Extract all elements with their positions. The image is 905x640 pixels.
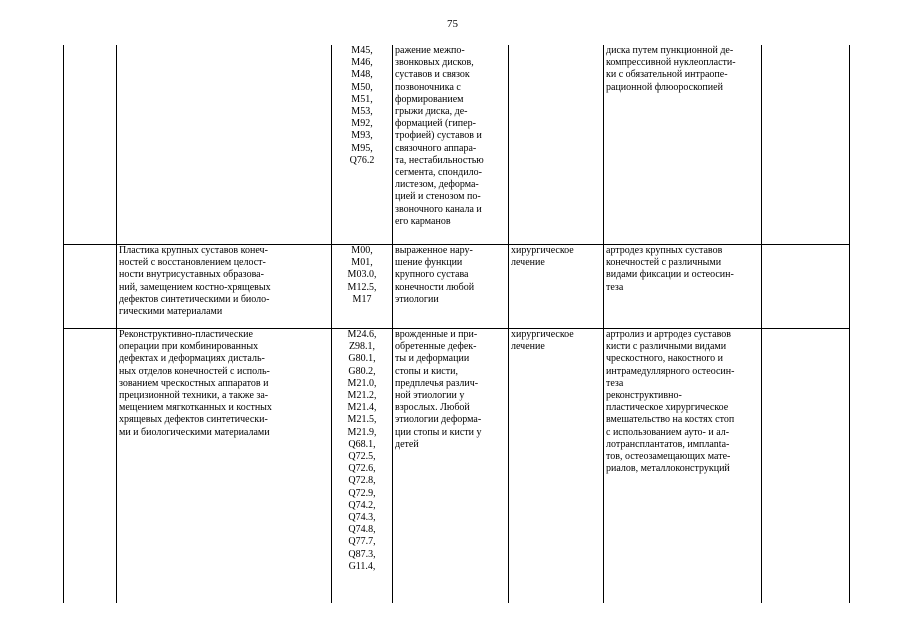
procedure-cell xyxy=(117,45,332,245)
method-cell xyxy=(604,45,762,245)
cell-line: Q74.3, xyxy=(348,512,376,524)
cell-line: артролиз и артродез суставов xyxy=(606,329,731,340)
codes-cell xyxy=(332,329,393,604)
cell-line: видами фиксации и остеосин- xyxy=(606,269,734,281)
cell-line: ражение межпо- xyxy=(395,45,465,56)
cell-line: Q74.8, xyxy=(348,524,376,536)
cell-line: дефектов синтетическими и биоло- xyxy=(119,293,270,305)
cell-line: листезом, деформа- xyxy=(395,179,479,191)
cell-line: G80.1, xyxy=(348,353,376,365)
cell-line: хирургическое xyxy=(511,245,574,256)
cell-line: грыжи диска, де- xyxy=(395,106,468,118)
cell-line: ной этиологии у xyxy=(395,390,465,402)
table-row xyxy=(64,45,850,245)
cell-line: детей xyxy=(395,438,419,450)
diagnosis-cell xyxy=(393,245,509,329)
cell-line: гическими материалами xyxy=(119,306,223,318)
treatment-cell xyxy=(509,45,604,245)
diagnosis-cell xyxy=(393,45,509,245)
cell-line: M46, xyxy=(351,57,373,69)
cell-line: интрамедуллярного остеосин- xyxy=(606,365,735,377)
cell-line: предплечья различ- xyxy=(395,377,479,389)
cell-line: Q76.2 xyxy=(349,154,375,166)
extra-cell xyxy=(762,245,850,329)
codes-cell xyxy=(332,45,393,245)
cell-line: M17 xyxy=(352,293,372,305)
page-number xyxy=(0,18,905,30)
cell-line: хирургическое xyxy=(511,329,574,340)
cell-line: M92, xyxy=(351,118,373,130)
treatment-cell xyxy=(509,245,604,329)
cell-line: M45, xyxy=(351,45,373,56)
cell-line: суставов и связок xyxy=(395,69,470,81)
cell-line: компрессивной нуклеопласти- xyxy=(606,57,736,69)
codes-cell xyxy=(332,245,393,329)
cell-line: кисти с различными видами xyxy=(606,341,727,353)
cell-line: M50, xyxy=(351,81,373,93)
cell-line: рационной флюороскопией xyxy=(606,81,723,93)
cell-line: M00, xyxy=(351,245,373,256)
number-cell xyxy=(64,45,117,245)
cell-line: позвоночника с xyxy=(395,81,461,93)
cell-line: его карманов xyxy=(395,215,451,227)
cell-line: операции при комбинированных xyxy=(119,341,259,353)
cell-line: крупного сустава xyxy=(395,269,469,281)
cell-line: вмешательство на костях стоп xyxy=(606,414,735,426)
cell-line: теза xyxy=(606,377,624,389)
cell-line: теза xyxy=(606,281,624,293)
extra-cell xyxy=(762,45,850,245)
cell-line: Q68.1, xyxy=(348,438,376,450)
procedure-cell xyxy=(117,245,332,329)
page-number-text: 75 xyxy=(447,18,458,30)
cell-line: M21.2, xyxy=(347,390,377,402)
cell-line: ностей с восстановлением целост- xyxy=(119,257,266,269)
cell-line: Q72.6, xyxy=(348,463,376,475)
cell-line: Пластика крупных суставов конеч- xyxy=(119,245,268,256)
cell-line: M21.9, xyxy=(347,426,377,438)
method-cell xyxy=(604,245,762,329)
cell-line: артродез крупных суставов xyxy=(606,245,723,256)
diagnosis-cell xyxy=(393,329,509,604)
cell-line: M48, xyxy=(351,69,373,81)
cell-line: ты и деформации xyxy=(395,353,470,365)
cell-line: Q72.5, xyxy=(348,451,376,463)
cell-line: зованием чрескостных аппаратов и xyxy=(119,377,269,389)
cell-line: G11.4, xyxy=(348,560,376,572)
cell-line: ний, замещением костно-хрящевых xyxy=(119,281,271,293)
cell-line: Q87.3, xyxy=(348,548,376,560)
cell-line: M24.6, xyxy=(347,329,377,340)
cell-line: ции стопы и кисти у xyxy=(395,426,482,438)
cell-line: M93, xyxy=(351,130,373,142)
cell-line: M21.5, xyxy=(347,414,377,426)
cell-line: мещением мягкотканных и костных xyxy=(119,402,272,414)
cell-line: конечностей с различными xyxy=(606,257,722,269)
cell-line: G80.2, xyxy=(348,365,376,377)
cell-line: прецизионной техники, а также за- xyxy=(119,390,269,402)
number-cell xyxy=(64,329,117,604)
cell-line: этиологии деформа- xyxy=(395,414,482,426)
cell-line: лотрансплантатов, имплanta- xyxy=(606,438,730,450)
cell-line: выраженное нару- xyxy=(395,245,473,256)
cell-line: ми и биологическими материалами xyxy=(119,426,270,438)
cell-line: формированием xyxy=(395,93,464,105)
cell-line: M21.0, xyxy=(347,377,377,389)
cell-line: взрослых. Любой xyxy=(395,402,470,414)
cell-line: лечение xyxy=(511,341,545,353)
cell-line: ки с обязательной интраопе- xyxy=(606,69,728,81)
cell-line: Q74.2, xyxy=(348,499,376,511)
table-row xyxy=(64,245,850,329)
cell-line: связочного аппара- xyxy=(395,142,477,154)
procedure-cell xyxy=(117,329,332,604)
cell-line: риалов, металлоконструкций xyxy=(606,463,730,475)
cell-line: сегмента, спондило- xyxy=(395,167,482,179)
cell-line: этиологии xyxy=(395,293,439,305)
cell-line: ных отделов конечностей с исполь- xyxy=(119,365,270,377)
table-row xyxy=(64,329,850,604)
cell-line: M51, xyxy=(351,93,373,105)
cell-line: M01, xyxy=(351,257,373,269)
cell-line: M95, xyxy=(351,142,373,154)
number-cell xyxy=(64,245,117,329)
cell-line: конечности любой xyxy=(395,281,475,293)
cell-line: тов, остеозамещающих мате- xyxy=(606,451,731,463)
medical-procedures-table xyxy=(63,45,850,603)
method-cell xyxy=(604,329,762,604)
cell-line: диска путем пункционной де- xyxy=(606,45,734,56)
cell-line: формацией (гипер- xyxy=(395,118,476,130)
cell-line: врожденные и при- xyxy=(395,329,478,340)
cell-line: звоночного канала и xyxy=(395,203,482,215)
cell-line: хрящевых дефектов синтетически- xyxy=(119,414,268,426)
cell-line: стопы и кисти, xyxy=(395,365,458,377)
cell-line: M12.5, xyxy=(347,281,377,293)
cell-line: цией и стенозом по- xyxy=(395,191,481,203)
extra-cell xyxy=(762,329,850,604)
cell-line: чрескостного, накостного и xyxy=(606,353,724,365)
cell-line: с использованием ауто- и ал- xyxy=(606,426,730,438)
cell-line: звонковых дисков, xyxy=(395,57,474,69)
cell-line: Z98.1, xyxy=(348,341,376,353)
cell-line: пластическое хирургическое xyxy=(606,402,729,414)
cell-line: M03.0, xyxy=(347,269,377,281)
cell-line: обретенные дефек- xyxy=(395,341,477,353)
cell-line: Реконструктивно-пластические xyxy=(119,329,253,340)
cell-line: лечение xyxy=(511,257,545,269)
cell-line: M21.4, xyxy=(347,402,377,414)
cell-line: M53, xyxy=(351,106,373,118)
cell-line: та, нестабильностью xyxy=(395,154,484,166)
cell-line: трофией) суставов и xyxy=(395,130,482,142)
cell-line: Q72.9, xyxy=(348,487,376,499)
cell-line: Q77.7, xyxy=(348,536,376,548)
cell-line: ности внутрисуставных образова- xyxy=(119,269,264,281)
cell-line: шение функции xyxy=(395,257,463,269)
cell-line: реконструктивно- xyxy=(606,390,682,402)
cell-line: дефектах и деформациях дисталь- xyxy=(119,353,265,365)
cell-line: Q72.8, xyxy=(348,475,376,487)
treatment-cell xyxy=(509,329,604,604)
